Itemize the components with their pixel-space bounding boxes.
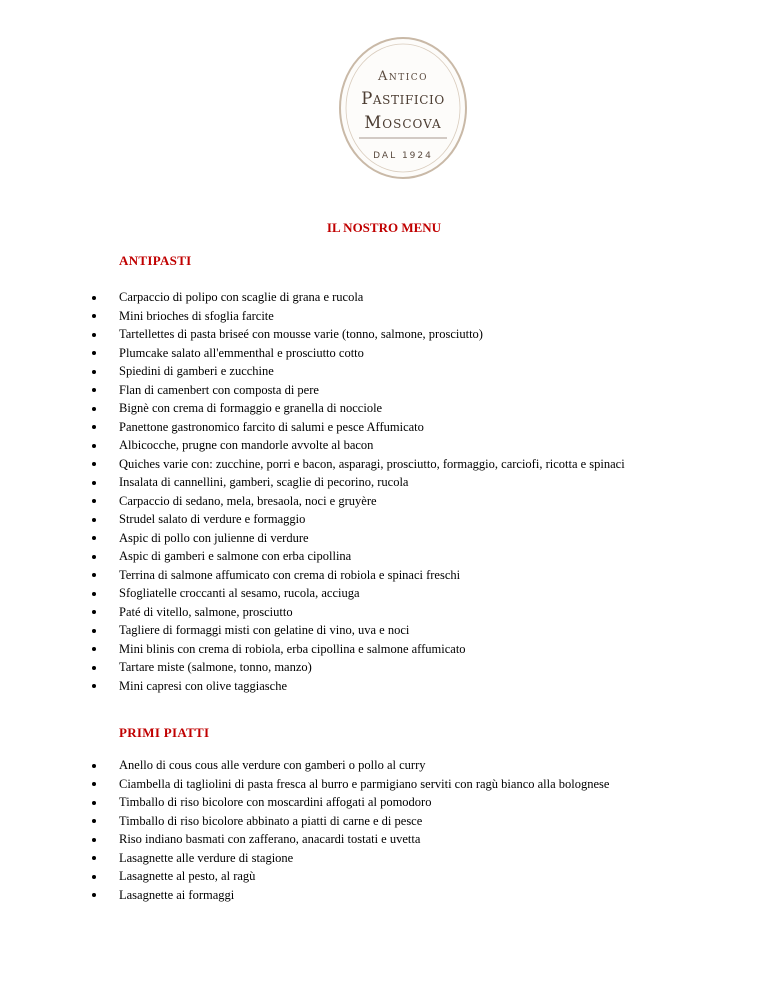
primi-piatti-list bbox=[0, 756, 609, 904]
section-heading-antipasti: ANTIPASTI bbox=[119, 253, 192, 268]
menu-item: Tartare miste (salmone, tonno, manzo) bbox=[0, 658, 625, 677]
menu-item: Spiedini di gamberi e zucchine bbox=[0, 362, 625, 381]
menu-item: Insalata di cannellini, gamberi, scaglie di pecorino, rucola bbox=[0, 473, 625, 492]
menu-item: Aspic di gamberi e salmone con erba cipollina bbox=[0, 547, 625, 566]
menu-item: Mini brioches di sfoglia farcite bbox=[0, 307, 625, 326]
logo-line-2: Pastificio bbox=[361, 89, 445, 108]
menu-item: Lasagnette al pesto, al ragù bbox=[0, 867, 609, 886]
menu-item: Aspic di pollo con julienne di verdure bbox=[0, 529, 625, 548]
menu-item: Bignè con crema di formaggio e granella di nocciole bbox=[0, 399, 625, 418]
menu-item: Timballo di riso bicolore con moscardini affogati al pomodoro bbox=[0, 793, 609, 812]
menu-item: Albicocche, prugne con mandorle avvolte al bacon bbox=[0, 436, 625, 455]
logo-line-1: Antico bbox=[377, 69, 429, 84]
menu-item: Plumcake salato all'emmenthal e prosciutto cotto bbox=[0, 344, 625, 363]
menu-item: Timballo di riso bicolore abbinato a piatti di carne e di pesce bbox=[0, 812, 609, 831]
menu-item: Sfogliatelle croccanti al sesamo, rucola, acciuga bbox=[0, 584, 625, 603]
menu-item: Ciambella di tagliolini di pasta fresca al burro e parmigiano serviti con ragù bianco alla bolognese bbox=[0, 775, 609, 794]
menu-item: Carpaccio di sedano, mela, bresaola, noci e gruyère bbox=[0, 492, 625, 511]
menu-item: Strudel salato di verdure e formaggio bbox=[0, 510, 625, 529]
menu-item: Quiches varie con: zucchine, porri e bacon, asparagi, prosciutto, formaggio, carciofi, ricotta e spinaci bbox=[0, 455, 625, 474]
menu-item: Anello di cous cous alle verdure con gamberi o pollo al curry bbox=[0, 756, 609, 775]
menu-title: IL NOSTRO MENU bbox=[326, 220, 442, 235]
menu-item: Flan di camenbert con composta di pere bbox=[0, 381, 625, 400]
menu-item: Carpaccio di polipo con scaglie di grana e rucola bbox=[0, 288, 625, 307]
antico-pastificio-moscova-logo bbox=[337, 36, 469, 180]
menu-item: Panettone gastronomico farcito di salumi e pesce Affumicato bbox=[0, 418, 625, 437]
menu-item: Terrina di salmone affumicato con crema di robiola e spinaci freschi bbox=[0, 566, 625, 585]
menu-item: Lasagnette ai formaggi bbox=[0, 886, 609, 905]
antipasti-list bbox=[0, 288, 625, 695]
menu-item: Tartellettes di pasta briseé con mousse varie (tonno, salmone, prosciutto) bbox=[0, 325, 625, 344]
menu-item: Tagliere di formaggi misti con gelatine di vino, uva e noci bbox=[0, 621, 625, 640]
section-heading-primi-piatti: PRIMI PIATTI bbox=[119, 725, 210, 740]
menu-item: Lasagnette alle verdure di stagione bbox=[0, 849, 609, 868]
logo-line-3: Moscova bbox=[364, 113, 442, 132]
menu-item: Mini capresi con olive taggiasche bbox=[0, 677, 625, 696]
menu-item: Riso indiano basmati con zafferano, anacardi tostati e uvetta bbox=[0, 830, 609, 849]
menu-item: Paté di vitello, salmone, prosciutto bbox=[0, 603, 625, 622]
logo-line-4: DAL 1924 bbox=[373, 151, 433, 161]
menu-item: Mini blinis con crema di robiola, erba cipollina e salmone affumicato bbox=[0, 640, 625, 659]
